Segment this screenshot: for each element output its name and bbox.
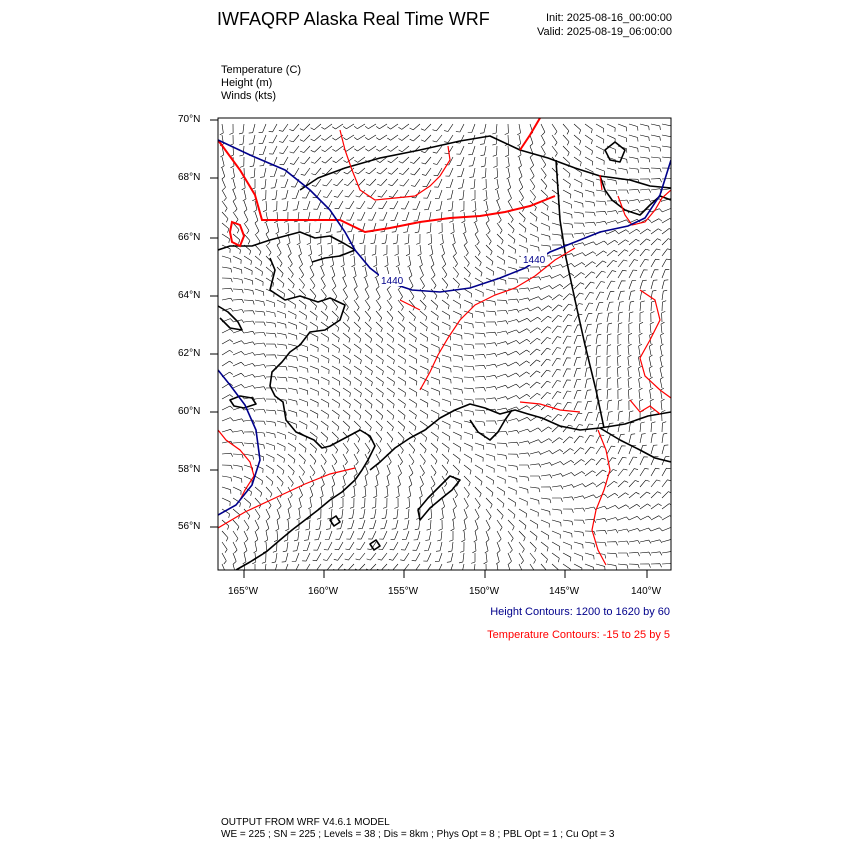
map-title: IWFAQRP Alaska Real Time WRF — [217, 9, 490, 29]
init-time: Init: 2025-08-16_00:00:00 — [546, 12, 672, 24]
variable-temperature: Temperature (C) — [221, 64, 302, 76]
lat-label-70n: 70°N — [178, 114, 201, 125]
lon-label-140w: 140°W — [631, 586, 662, 597]
model-footer-line1: OUTPUT FROM WRF V4.6.1 MODEL — [221, 817, 390, 828]
lat-label-56n: 56°N — [178, 521, 201, 532]
lon-label-165w: 165°W — [228, 586, 259, 597]
temperature-contour-legend: Temperature Contours: -15 to 25 by 5 — [487, 629, 670, 641]
lat-label-68n: 68°N — [178, 172, 201, 183]
lat-label-66n: 66°N — [178, 232, 201, 243]
lat-label-60n: 60°N — [178, 406, 201, 417]
lon-label-150w: 150°W — [469, 586, 500, 597]
lon-label-145w: 145°W — [549, 586, 580, 597]
lon-label-160w: 160°W — [308, 586, 339, 597]
variable-height: Height (m) — [221, 77, 273, 89]
height-label-1: 1440 — [381, 276, 404, 287]
height-contour-legend: Height Contours: 1200 to 1620 by 60 — [490, 606, 670, 618]
height-label-2: 1440 — [523, 255, 546, 266]
valid-time: Valid: 2025-08-19_06:00:00 — [537, 26, 672, 38]
wind-barb-field — [220, 124, 673, 575]
model-footer-line2: WE = 225 ; SN = 225 ; Levels = 38 ; Dis = 8km ; Phys Opt = 8 ; PBL Opt = 1 ; Cu Opt = 3 — [221, 829, 615, 840]
lon-label-155w: 155°W — [388, 586, 419, 597]
wind-barbs — [220, 124, 673, 575]
variable-winds: Winds (kts) — [221, 90, 276, 102]
lat-label-64n: 64°N — [178, 290, 201, 301]
lat-label-62n: 62°N — [178, 348, 201, 359]
lat-label-58n: 58°N — [178, 464, 201, 475]
